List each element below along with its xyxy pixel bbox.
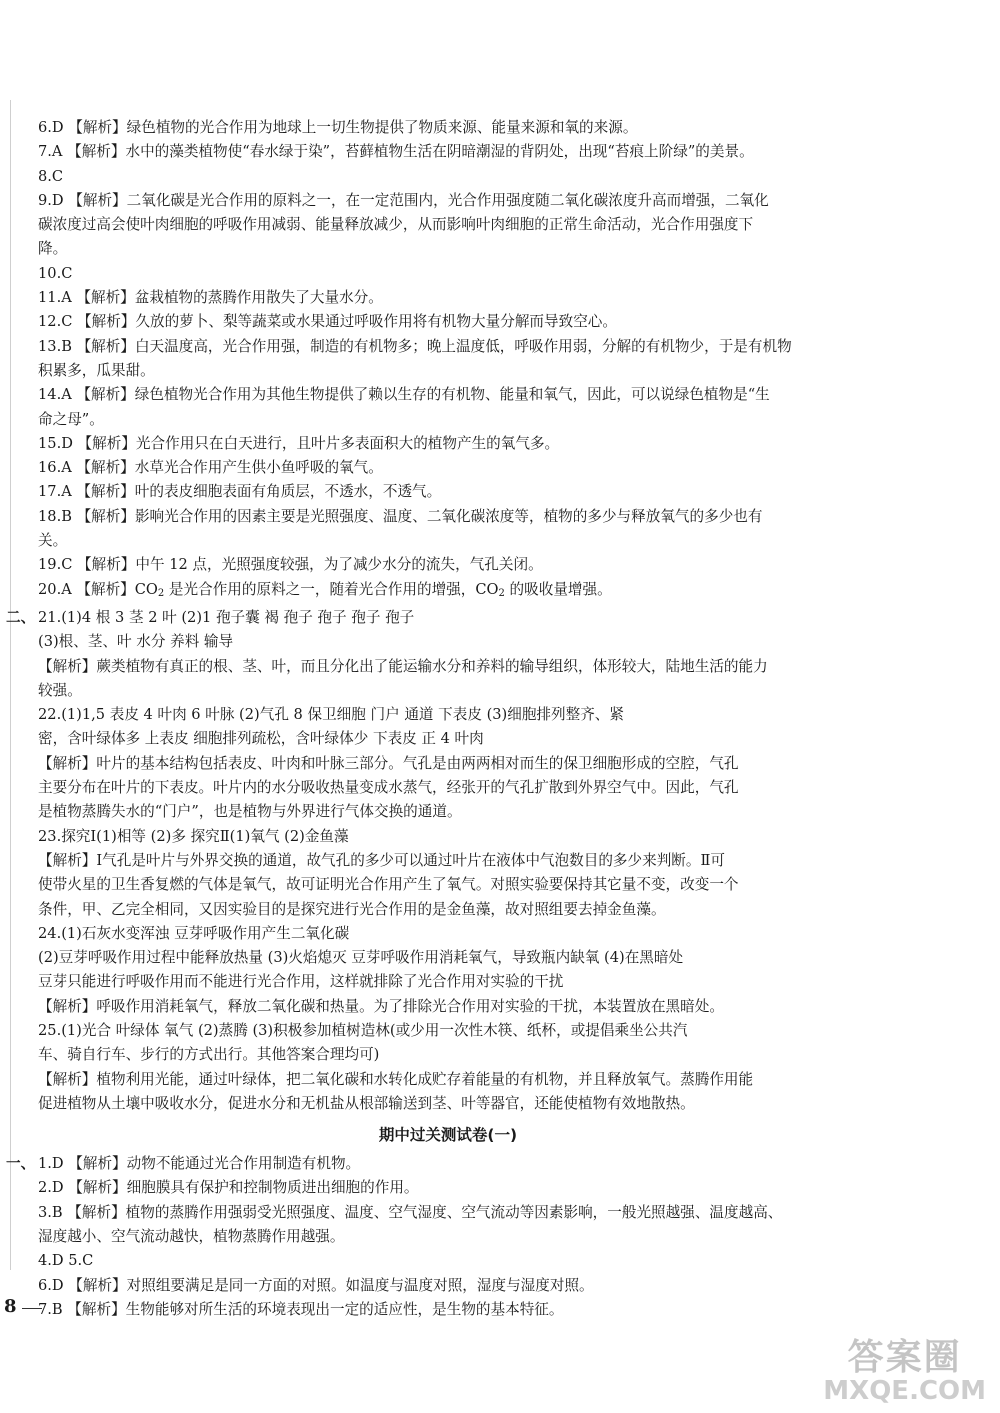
answer-line: 【解析】Ⅰ气孔是叶片与外界交换的通道，故气孔的多少可以通过叶片在液体中气泡数目的多少来判断。Ⅱ可 [38, 851, 726, 869]
answer-line: 【解析】蕨类植物有真正的根、茎、叶，而且分化出了能运输水分和养料的输导组织，体形较大，陆地生活的能力 [38, 657, 768, 675]
answer-line: (2)豆芽呼吸作用过程中能释放热量 (3)火焰熄灭 豆芽呼吸作用消耗氧气，导致瓶内缺氧 (4)在黑暗处 [38, 949, 684, 967]
answer-line: 主要分布在叶片的下表皮。叶片内的水分吸收热量变成水蒸气，经张开的气孔扩散到外界空气中。因此，气孔 [38, 779, 739, 797]
answer-line-q20 [38, 578, 858, 606]
answer-line: 13.B 【解析】白天温度高，光合作用强，制造的有机物多；晚上温度低，呼吸作用弱，分解的有机物少，于是有机物 [38, 337, 792, 355]
answer-line: 湿度越小、空气流动越快，植物蒸腾作用越强。 [38, 1228, 345, 1246]
answer-line: 条件，甲、乙完全相同，又因实验目的是探究进行光合作用的是金鱼藻，故对照组要去掉金鱼藻。 [38, 900, 666, 918]
q20-suffix: 的吸收量增强。 [504, 580, 612, 598]
q20-subscript: 2 [498, 587, 505, 599]
answer-line: 降。 [38, 240, 68, 258]
answer-line: (3)根、茎、叶 水分 养料 输导 [38, 633, 234, 651]
answer-line: 是植物蒸腾失水的“门户”，也是植物与外界进行气体交换的通道。 [38, 803, 462, 821]
section-two-marker: 二、 [6, 608, 36, 626]
left-margin-rule [10, 100, 11, 1270]
answer-line: 4.D 5.C [38, 1252, 94, 1270]
answer-line: 6.D 【解析】对照组要满足是同一方面的对照。如温度与温度对照，湿度与湿度对照。 [38, 1276, 594, 1294]
answer-line: 较强。 [38, 681, 82, 699]
answer-line: 22.(1)1,5 表皮 4 叶肉 6 叶脉 (2)气孔 8 保卫细胞 门户 通道 下表皮 (3)细胞排列整齐、紧 [38, 706, 624, 724]
answer-line: 10.C [38, 264, 73, 282]
watermark [823, 1337, 986, 1406]
answer-line: 命之母”。 [38, 410, 104, 428]
answer-line: 14.A 【解析】绿色植物光合作用为其他生物提供了赖以生存的有机物、能量和氧气，因此，可以说绿色植物是“生 [38, 386, 770, 404]
answer-line: 19.C 【解析】中午 12 点，光照强度较强，为了减少水分的流失，气孔关闭。 [38, 556, 543, 574]
watermark-logo: 答案圈 [847, 1337, 962, 1378]
page-number-rule [22, 1308, 42, 1309]
answer-line: 密，含叶绿体多 上表皮 细胞排列疏松，含叶绿体少 下表皮 正 4 叶肉 [38, 730, 484, 748]
section-two [6, 606, 858, 1116]
answer-line: 12.C 【解析】久放的萝卜、梨等蔬菜或水果通过呼吸作用将有机物大量分解而导致空心。 [38, 313, 617, 331]
answer-line: 23.探究Ⅰ(1)相等 (2)多 探究Ⅱ(1)氧气 (2)金鱼藻 [38, 827, 349, 845]
answer-line: 11.A 【解析】盆栽植物的蒸腾作用散失了大量水分。 [38, 289, 383, 307]
answer-line: 9.D 【解析】二氧化碳是光合作用的原料之一，在一定范围内，光合作用强度随二氧化碳浓度升高而增强，二氧化 [38, 191, 769, 209]
answer-line: 17.A 【解析】叶的表皮细胞表面有角质层，不透水，不透气。 [38, 483, 442, 501]
answer-line: 碳浓度过高会使叶肉细胞的呼吸作用减弱、能量释放减少，从而影响叶肉细胞的正常生命活动，光合作用强度下 [38, 216, 754, 234]
answer-content [6, 116, 858, 1322]
answer-line: 【解析】呼吸作用消耗氧气，释放二氧化碳和热量。为了排除光合作用对实验的干扰，本装置放在黑暗处。 [38, 997, 724, 1015]
answer-line: 2.D 【解析】细胞膜具有保护和控制物质进出细胞的作用。 [38, 1179, 419, 1197]
answer-line: 车、骑自行车、步行的方式出行。其他答案合理均可) [38, 1046, 380, 1064]
page-number: 8 [4, 1296, 17, 1317]
answer-line: 使带火星的卫生香复燃的气体是氧气，故可证明光合作用产生了氧气。对照实验要保持其它量不变，改变一个 [38, 876, 739, 894]
answer-line: 16.A 【解析】水草光合作用产生供小鱼呼吸的氧气。 [38, 459, 383, 477]
q20-middle: 是光合作用的原料之一，随着光合作用的增强，CO [164, 580, 499, 598]
q20-subscript: 2 [157, 587, 165, 599]
answer-line: 促进植物从土壤中吸收水分，促进水分和无机盐从根部输送到茎、叶等器官，还能使植物有效地散热。 [38, 1094, 695, 1112]
answer-line: 18.B 【解析】影响光合作用的因素主要是光照强度、温度、二氧化碳浓度等，植物的多少与释放氧气的多少也有 [38, 507, 763, 525]
answer-line: 6.D 【解析】绿色植物的光合作用为地球上一切生物提供了物质来源、能量来源和氧的来源。 [38, 119, 638, 136]
answer-line: 3.B 【解析】植物的蒸腾作用强弱受光照强度、温度、空气湿度、空气流动等因素影响，一般光照越强、温度越高、 [38, 1203, 783, 1221]
answer-line: 7.B 【解析】生物能够对所生活的环境表现出一定的适应性，是生物的基本特征。 [38, 1300, 564, 1318]
answer-line: 7.A 【解析】水中的藻类植物使“春水绿于染”，苔藓植物生活在阴暗潮湿的背阴处，出现“苔痕上阶绿”的美景。 [38, 143, 754, 161]
section-one-marker: 一、 [6, 1155, 36, 1173]
answer-line: 8.C [38, 167, 64, 185]
answer-line: 21.(1)4 根 3 茎 2 叶 (2)1 孢子囊 褐 孢子 孢子 孢子 孢子 [38, 608, 415, 626]
answer-line: 15.D 【解析】光合作用只在白天进行，且叶片多表面积大的植物产生的氧气多。 [38, 434, 560, 452]
answer-line: 24.(1)石灰水变浑浊 豆芽呼吸作用产生二氧化碳 [38, 924, 350, 942]
section-one [6, 1152, 858, 1322]
answer-line: 豆芽只能进行呼吸作用而不能进行光合作用，这样就排除了光合作用对实验的干扰 [38, 973, 564, 991]
answer-line: 关。 [38, 532, 68, 550]
watermark-site: MXQE.COM [823, 1376, 986, 1406]
answer-line: 【解析】植物利用光能，通过叶绿体，把二氧化碳和水转化成贮存着能量的有机物，并且释放氧气。蒸腾作用能 [38, 1070, 754, 1088]
section-title: 期中过关测试卷(一) [378, 1126, 518, 1145]
answer-line: 积累多，瓜果甜。 [38, 361, 155, 379]
answer-line: 1.D 【解析】动物不能通过光合作用制造有机物。 [38, 1155, 361, 1173]
q20-prefix: 20.A 【解析】CO [38, 580, 158, 598]
answer-line: 25.(1)光合 叶绿体 氧气 (2)蒸腾 (3)积极参加植树造林(或少用一次性木筷、纸杯，或提倡乘坐公共汽 [38, 1021, 688, 1039]
answer-line: 【解析】叶片的基本结构包括表皮、叶肉和叶脉三部分。气孔是由两两相对而生的保卫细胞形成的空腔，气孔 [38, 754, 739, 772]
